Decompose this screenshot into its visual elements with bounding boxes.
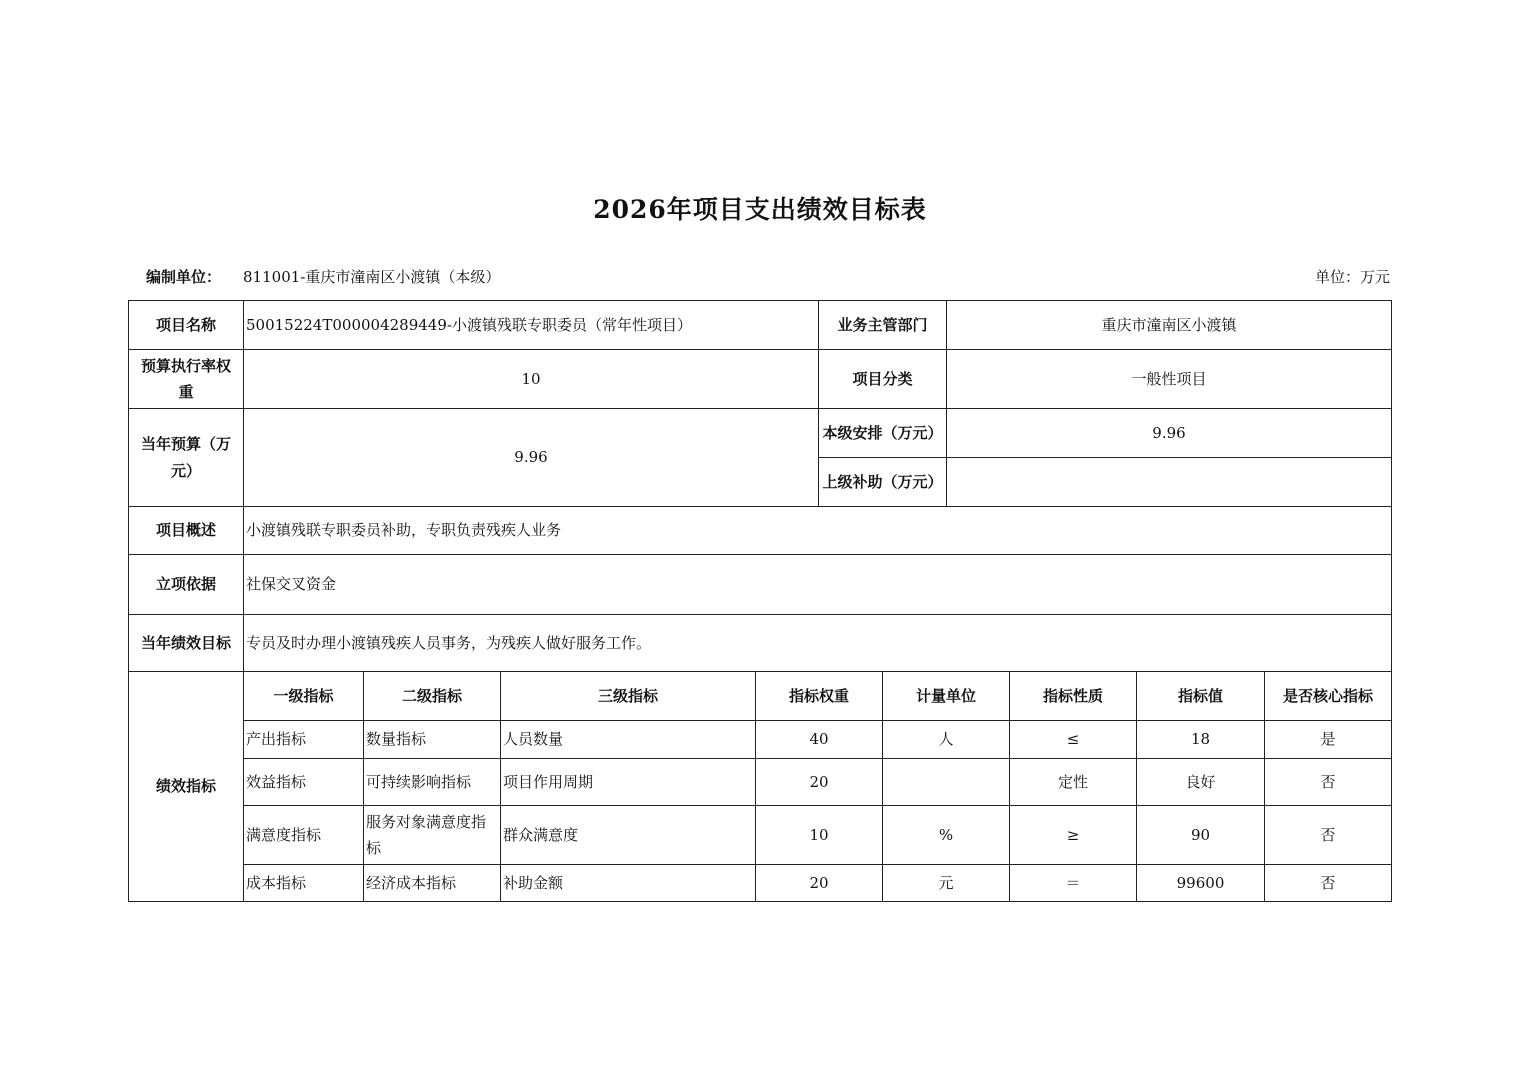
overview-label: 项目概述: [155, 521, 216, 540]
project-name-label: 项目名称: [155, 315, 216, 334]
indicator-level2: 可持续影响指标: [366, 772, 472, 791]
org-line: [146, 266, 500, 287]
indicator-value: 90: [1190, 825, 1211, 844]
weight-label: 预算执行率权重: [140, 356, 231, 401]
indicator-level3: 补助金额: [503, 873, 564, 892]
project-name-value: 50015224T000004289449-小渡镇残联专职委员（常年性项目）: [246, 315, 692, 334]
header-core: 是否核心指标: [1282, 686, 1373, 705]
indicator-weight: 40: [809, 730, 829, 749]
category-label: 项目分类: [852, 369, 913, 388]
indicator-core: 否: [1320, 873, 1336, 892]
page-title: 2026年项目支出绩效目标表: [593, 195, 927, 224]
indicator-value: 18: [1190, 730, 1211, 749]
indicator-value: 99600: [1176, 873, 1225, 892]
weight-value: 10: [521, 369, 541, 388]
basis-value: 社保交叉资金: [246, 575, 337, 594]
header-level2: 二级指标: [401, 686, 462, 705]
indicator-unit: 元: [938, 873, 954, 892]
indicator-weight: 20: [809, 772, 829, 791]
table-line: [1391, 300, 1392, 902]
indicator-unit: [883, 759, 1009, 805]
indicator-weight: 20: [809, 873, 829, 892]
header-value: 指标值: [1177, 686, 1223, 705]
overview-value: 小渡镇残联专职委员补助，专职负责残疾人业务: [246, 521, 562, 540]
indicator-unit: 人: [938, 730, 954, 749]
indicator-nature: 定性: [1057, 772, 1088, 791]
goal-label: 当年绩效目标: [140, 633, 231, 652]
header-nature: 指标性质: [1042, 686, 1103, 705]
header-unit: 计量单位: [915, 686, 976, 705]
indicator-weight: 10: [809, 825, 829, 844]
local-budget-value: 9.96: [1152, 423, 1186, 442]
indicator-core: 否: [1320, 825, 1336, 844]
budget-value: 9.96: [514, 448, 548, 467]
upper-subsidy-label: 上级补助（万元）: [822, 472, 943, 491]
indicator-level1: 成本指标: [246, 873, 307, 892]
org-value: 811001-重庆市潼南区小渡镇（本级）: [243, 268, 501, 286]
indicator-level1: 满意度指标: [246, 825, 322, 844]
local-budget-label: 本级安排（万元）: [822, 423, 943, 442]
indicator-value: 良好: [1185, 772, 1216, 791]
indicator-level3: 项目作用周期: [503, 772, 594, 791]
indicator-nature: ＝: [1065, 873, 1081, 892]
table-line: [128, 901, 1392, 902]
header-level1: 一级指标: [273, 686, 334, 705]
indicator-level2: 经济成本指标: [366, 873, 457, 892]
header-weight: 指标权重: [788, 686, 849, 705]
indicator-nature: ≤: [1066, 730, 1080, 749]
unit-label: 单位：万元: [1314, 268, 1390, 286]
header-level3: 三级指标: [597, 686, 658, 705]
indicator-level1: 效益指标: [246, 772, 307, 791]
category-value: 一般性项目: [1131, 369, 1207, 388]
indicator-core: 是: [1320, 730, 1336, 749]
indicator-level3: 人员数量: [503, 730, 564, 749]
budget-label: 当年预算（万元）: [140, 435, 231, 480]
indicator-core: 否: [1320, 772, 1336, 791]
indicator-level2: 数量指标: [366, 730, 427, 749]
indicator-level3: 群众满意度: [503, 825, 579, 844]
indicators-section-label: 绩效指标: [155, 777, 216, 796]
indicator-unit: %: [938, 825, 954, 844]
org-label: 编制单位：: [146, 268, 222, 286]
goal-value: 专员及时办理小渡镇残疾人员事务，为残疾人做好服务工作。: [246, 633, 652, 652]
dept-value: 重庆市潼南区小渡镇: [1101, 315, 1237, 334]
dept-label: 业务主管部门: [837, 315, 928, 334]
indicator-level2: 服务对象满意度指标: [366, 812, 487, 857]
indicator-level1: 产出指标: [246, 730, 307, 749]
indicator-nature: ≥: [1066, 825, 1080, 844]
basis-label: 立项依据: [155, 575, 216, 594]
upper-subsidy-value: [947, 458, 1391, 506]
